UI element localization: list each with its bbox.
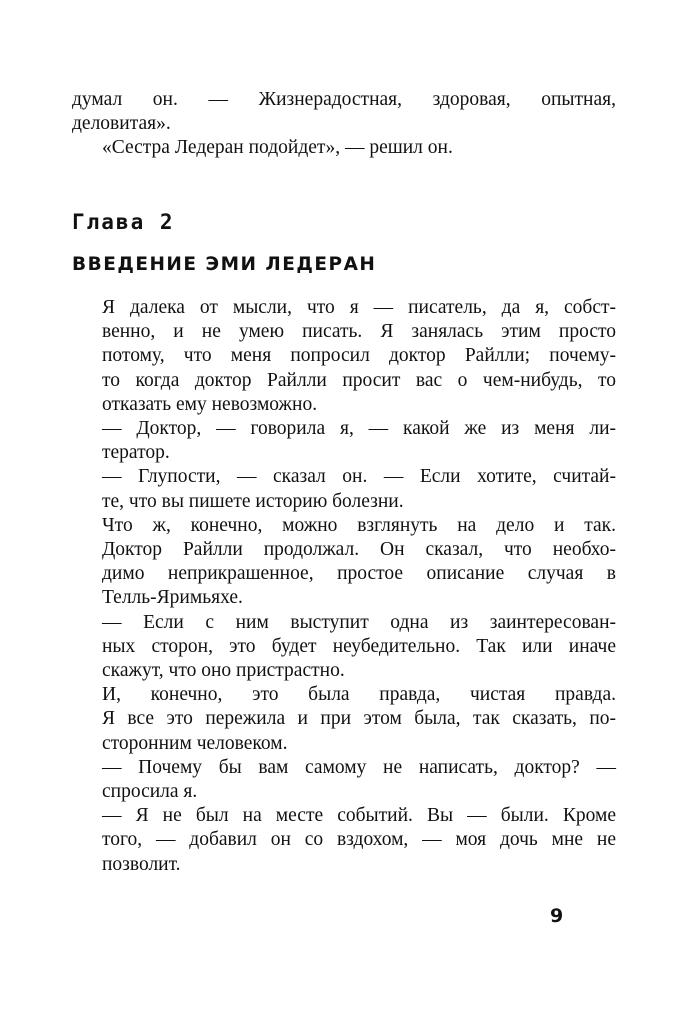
text-line: то когда доктор Райлли просит вас о чем-нибудь, то (102, 369, 616, 391)
text-line: венно, и не умею писать. Я занялась этим просто (102, 321, 616, 343)
intro-paragraph-2 (72, 136, 616, 160)
text-line: спросила я. (102, 781, 198, 803)
text-line: думал он. — Жизнерадостная, здоровая, опытная, (72, 89, 616, 110)
text-line: Я далека от мысли, что я — писатель, да я, собст- (102, 297, 616, 318)
page-number: 9 (550, 905, 564, 927)
body-paragraph (72, 683, 616, 756)
text-line: Я все это пережила и при этом была, так сказать, по- (102, 708, 616, 730)
text-line: скажут, что оно пристрастно. (102, 660, 345, 682)
body-paragraph (72, 417, 616, 465)
text-line: те, что вы пишете историю болезни. (102, 490, 404, 512)
text-line: — Глупости, — сказал он. — Если хотите, считай- (102, 466, 616, 488)
text-line: тератор. (102, 442, 170, 464)
text-line: — Если с ним выступит одна из заинтересован- (102, 611, 616, 633)
text-line: Доктор Райлли продолжал. Он сказал, что необхо- (102, 539, 616, 561)
text-line: Телль-Яримьяхе. (102, 587, 243, 609)
text-line: — Почему бы вам самому не написать, доктор? — (102, 756, 616, 778)
body-paragraph (72, 756, 616, 804)
text-line: сторонним человеком. (102, 732, 288, 754)
text-line: — Доктор, — говорила я, — какой же из меня ли- (102, 418, 616, 440)
intro-paragraph-1 (72, 88, 616, 136)
text-line: потому, что меня попросил доктор Райлли; почему- (102, 345, 616, 367)
chapter-body (72, 296, 616, 877)
text-line: И, конечно, это была правда, чистая правда. (102, 684, 616, 706)
text-line: — Я не был на месте событий. Вы — были. Кроме (102, 805, 616, 827)
text-line: «Сестра Ледеран подойдет», — решил он. (102, 137, 453, 159)
body-paragraph (72, 296, 616, 417)
intro-text (72, 88, 616, 161)
body-paragraph (72, 804, 616, 877)
chapter-number: Глава 2 (72, 210, 175, 234)
text-line: отказать ему невозможно. (102, 393, 318, 415)
text-line: деловитая». (72, 113, 171, 135)
text-line: позволит. (102, 853, 181, 875)
body-paragraph (72, 514, 616, 611)
chapter-title: ВВЕДЕНИЕ ЭМИ ЛЕДЕРАН (72, 254, 377, 275)
body-paragraph (72, 465, 616, 513)
text-line: ных сторон, это будет неубедительно. Так или иначе (102, 635, 616, 657)
text-line: димо неприкрашенное, простое описание случая в (102, 563, 616, 585)
text-line: того, — добавил он со вздохом, — моя дочь мне не (102, 829, 616, 851)
body-paragraph (72, 611, 616, 684)
text-line: Что ж, конечно, можно взглянуть на дело и так. (102, 514, 616, 536)
